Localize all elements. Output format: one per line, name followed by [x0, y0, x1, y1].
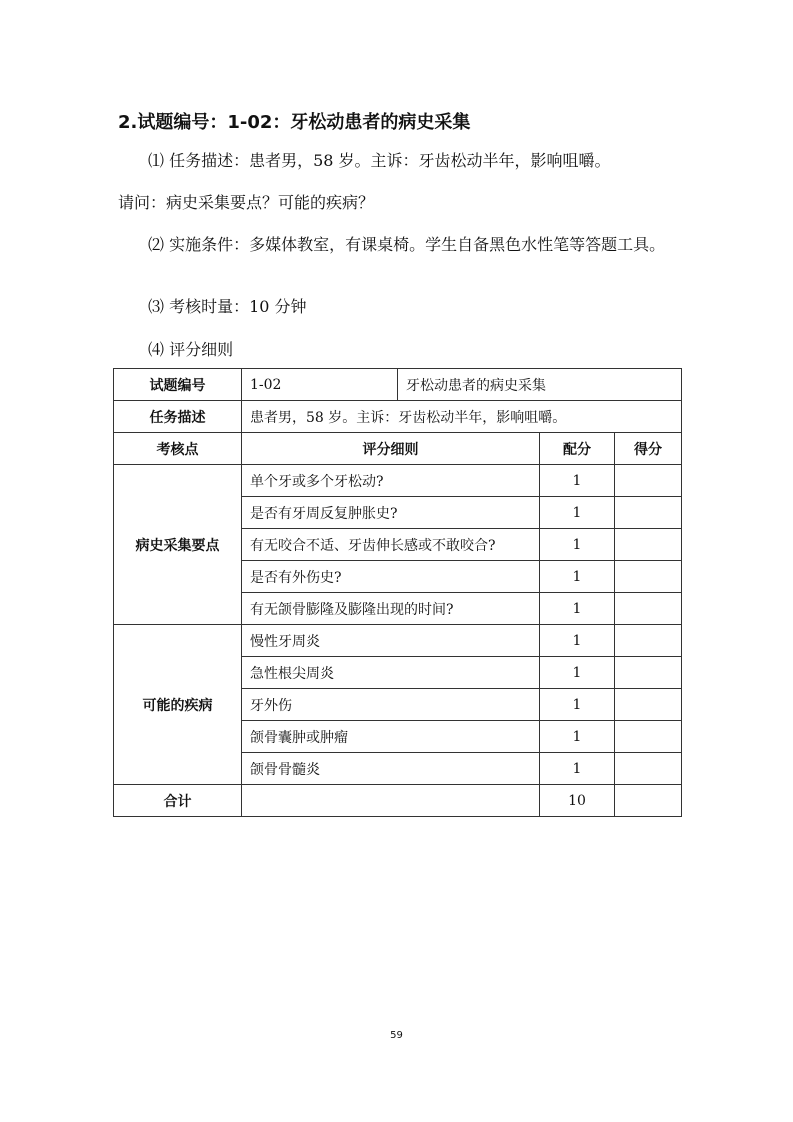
table-header-row: [114, 433, 682, 465]
table-row: [114, 465, 682, 497]
criteria-cell: 有无咬合不适、牙齿伸长感或不敢咬合?: [242, 529, 540, 561]
table-row: [114, 401, 682, 433]
question-text: 请问：病史采集要点？可能的疾病？: [118, 193, 375, 212]
scoring-table: [113, 368, 682, 817]
task-description-value: 患者男，58 岁。主诉：牙齿松动半年，影响咀嚼。: [242, 401, 682, 433]
total-row: [114, 785, 682, 817]
criteria-cell: 单个牙或多个牙松动?: [242, 465, 540, 497]
score-cell: 1: [540, 561, 615, 593]
total-label: 合计: [114, 785, 242, 817]
question-id-label: 试题编号: [114, 369, 242, 401]
criteria-cell: 急性根尖周炎: [242, 657, 540, 689]
got-cell: [615, 593, 682, 625]
total-criteria-cell: [242, 785, 540, 817]
got-cell: [615, 465, 682, 497]
question-heading: 2.试题编号：1-02：牙松动患者的病史采集: [118, 112, 471, 133]
criteria-cell: 有无颌骨膨隆及膨隆出现的时间?: [242, 593, 540, 625]
exam-time: ⑶ 考核时量：10 分钟: [148, 297, 307, 316]
total-score: 10: [540, 785, 615, 817]
score-cell: 1: [540, 593, 615, 625]
score-cell: 1: [540, 753, 615, 785]
got-cell: [615, 625, 682, 657]
score-cell: 1: [540, 721, 615, 753]
got-cell: [615, 497, 682, 529]
group-label-history: 病史采集要点: [114, 465, 242, 625]
score-cell: 1: [540, 625, 615, 657]
column-header-score: 配分: [540, 433, 615, 465]
got-cell: [615, 657, 682, 689]
criteria-cell: 是否有外伤史?: [242, 561, 540, 593]
criteria-cell: 是否有牙周反复肿胀史?: [242, 497, 540, 529]
task-description-label: 任务描述: [114, 401, 242, 433]
got-cell: [615, 689, 682, 721]
page-number: 59: [390, 1030, 403, 1041]
column-header-point: 考核点: [114, 433, 242, 465]
task-description: ⑴ 任务描述：患者男，58 岁。主诉：牙齿松动半年，影响咀嚼。: [148, 151, 611, 170]
score-cell: 1: [540, 689, 615, 721]
question-id-value: 1-02: [242, 369, 398, 401]
score-cell: 1: [540, 657, 615, 689]
score-cell: 1: [540, 529, 615, 561]
table-row: [114, 625, 682, 657]
got-cell: [615, 561, 682, 593]
score-cell: 1: [540, 497, 615, 529]
column-header-criteria: 评分细则: [242, 433, 540, 465]
scoring-rules-heading: ⑷ 评分细则: [148, 340, 234, 359]
criteria-cell: 慢性牙周炎: [242, 625, 540, 657]
table-row: [114, 369, 682, 401]
got-cell: [615, 721, 682, 753]
got-cell: [615, 529, 682, 561]
column-header-got: 得分: [615, 433, 682, 465]
criteria-cell: 颌骨囊肿或肿瘤: [242, 721, 540, 753]
total-got-cell: [615, 785, 682, 817]
score-cell: 1: [540, 465, 615, 497]
criteria-cell: 牙外伤: [242, 689, 540, 721]
group-label-diseases: 可能的疾病: [114, 625, 242, 785]
implementation-conditions: ⑵ 实施条件：多媒体教室，有课桌椅。学生自备黑色水性笔等答题工具。: [148, 235, 666, 254]
got-cell: [615, 753, 682, 785]
criteria-cell: 颌骨骨髓炎: [242, 753, 540, 785]
question-title: 牙松动患者的病史采集: [398, 369, 682, 401]
